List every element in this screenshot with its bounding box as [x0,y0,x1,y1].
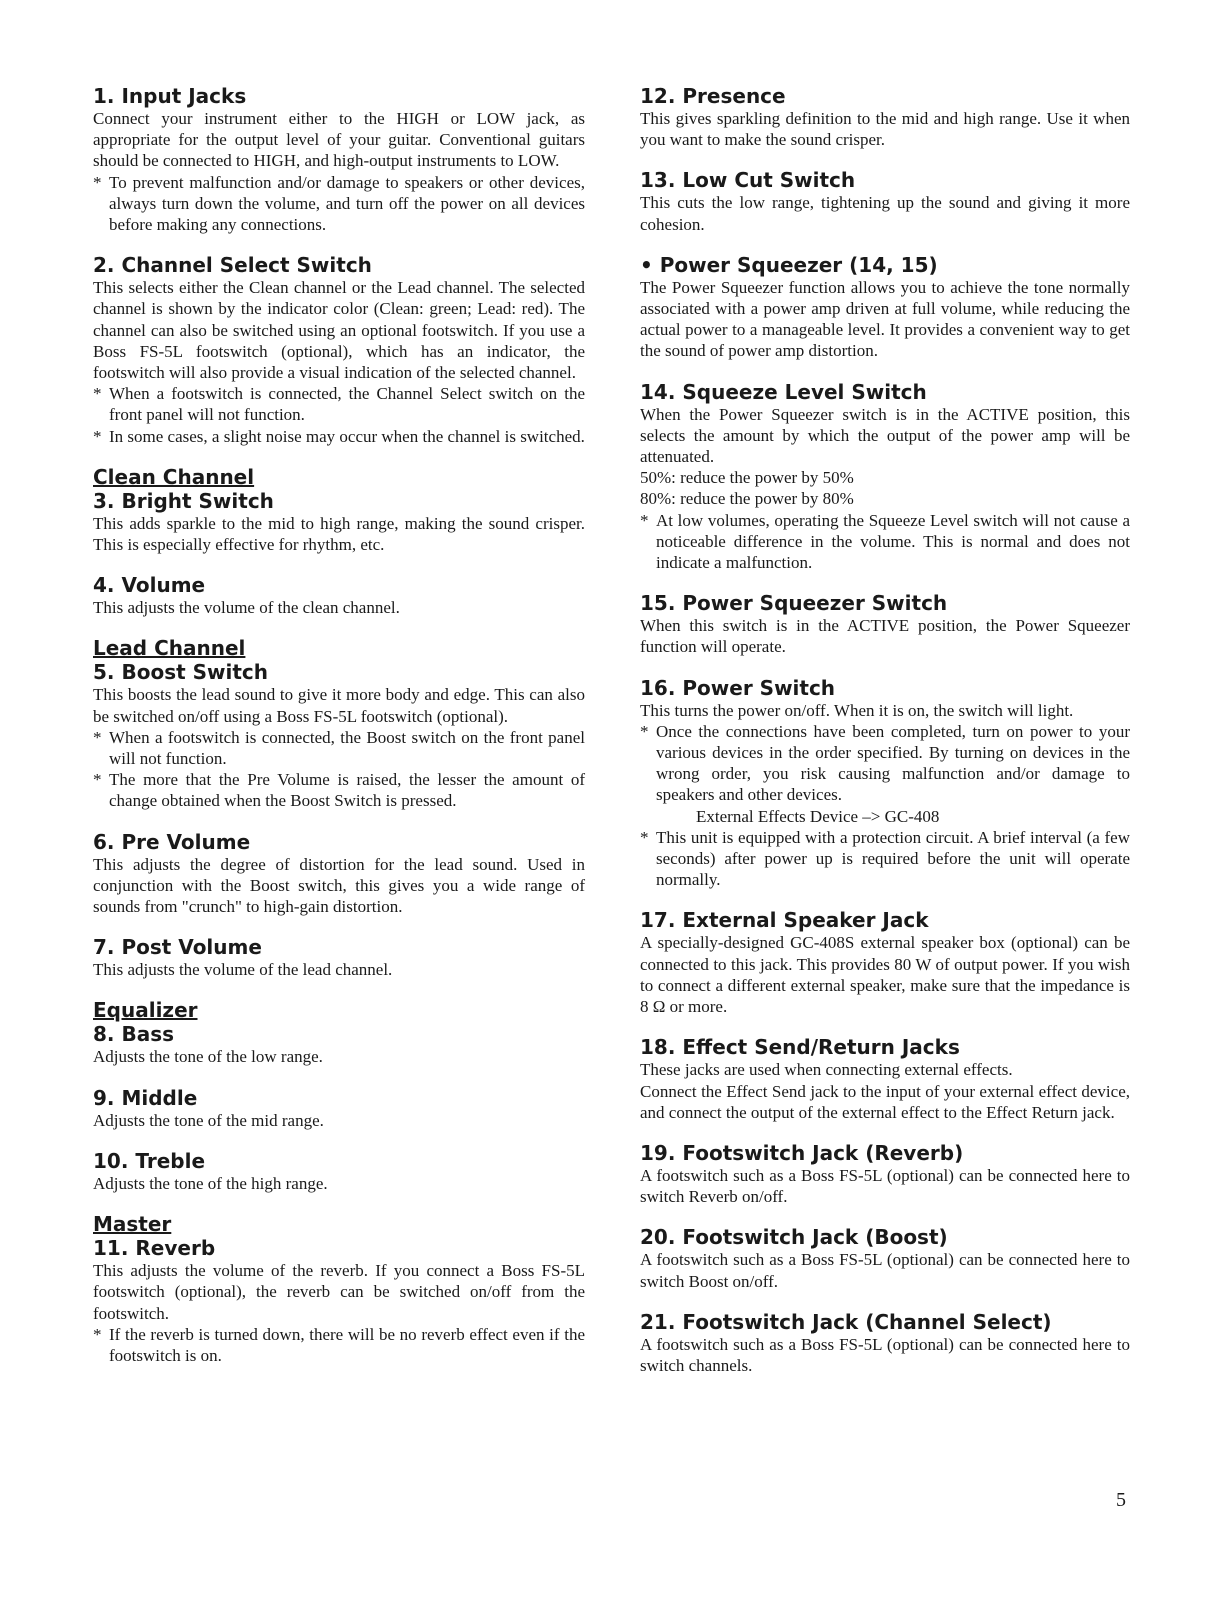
section-footswitch-jack-reverb [640,1141,1130,1207]
note: * When a footswitch is connected, the Boost switch on the front panel will not function. [93,727,585,769]
section-body: When the Power Squeezer switch is in the ACTIVE position, this selects the amount by which the output of the power amp will be attenuated. [640,404,1130,467]
section-body: Connect your instrument either to the HIGH or LOW jack, as appropriate for the output level of your guitar. Conventional guitars should be connected to HIGH, and high-output instruments to LOW. [93,109,585,171]
section-presence [640,84,1130,150]
section-power-squeezer [640,253,1130,362]
note: * To prevent malfunction and/or damage to speakers or other devices, always turn down the volume, and turn off the power on all devices before making any connections. [93,172,585,235]
section-footswitch-jack-channel-select [640,1310,1130,1376]
section-body: Adjusts the tone of the mid range. [93,1110,324,1130]
note: * At low volumes, operating the Squeeze Level switch will not cause a noticeable difference in the volume. This is normal and does not indicate a malfunction. [640,510,1130,573]
right-column [640,84,1130,1394]
section-bright-switch [93,489,585,555]
section-body: This adjusts the volume of the lead channel. [93,960,393,980]
section-body: When this switch is in the ACTIVE position, the Power Squeezer function will operate. [640,616,1130,657]
section-body: Adjusts the tone of the high range. [93,1173,328,1193]
section-heading: 4. Volume [93,573,206,598]
left-column [93,84,585,1384]
note-text: When a footswitch is connected, the Channel Select switch on the front panel will not function. [109,384,585,425]
section-body: A footswitch such as a Boss FS-5L (optional) can be connected here to switch Boost on/off. [640,1250,1130,1291]
section-body: These jacks are used when connecting external effects. [640,1060,1013,1080]
section-heading: 3. Bright Switch [93,488,274,513]
section-heading: 9. Middle [93,1085,198,1110]
note-text: When a footswitch is connected, the Boost switch on the front panel will not function. [109,727,585,769]
note: * When a footswitch is connected, the Channel Select switch on the front panel will not function. [93,384,585,425]
section-low-cut-switch [640,168,1130,234]
section-heading: • Power Squeezer (14, 15) [640,252,938,277]
section-body: This adjusts the volume of the clean channel. [93,598,400,618]
section-heading: 5. Boost Switch [93,660,269,685]
note-text: Once the connections have been completed, turn on power to your various devices in the order specified. By turning on devices in the wrong order, you risk causing malfunction and/or damage to speakers and other devices. [656,721,1130,805]
section-power-squeezer-switch [640,591,1130,657]
group-title-equalizer: Equalizer [93,998,198,1023]
section-bass [93,1022,585,1067]
group-title-clean-channel: Clean Channel [93,464,255,489]
power-on-order: External Effects Device –> GC-408 [696,806,940,826]
setting-line: 50%: reduce the power by 50% [640,468,854,488]
section-heading: 10. Treble [93,1148,206,1173]
section-volume [93,573,585,618]
section-body: A footswitch such as a Boss FS-5L (optional) can be connected here to switch Reverb on/off. [640,1165,1130,1207]
section-external-speaker-jack [640,908,1130,1017]
note: * This unit is equipped with a protection circuit. A brief interval (a few seconds) after power up is required before the unit will operate normally. [640,827,1130,890]
section-heading: 13. Low Cut Switch [640,168,856,193]
group-title-lead-channel: Lead Channel [93,636,246,661]
section-heading: 18. Effect Send/Return Jacks [640,1035,960,1060]
section-channel-select-switch [93,253,585,447]
note: * Once the connections have been completed, turn on power to your various devices in the order specified. By turning on devices in the wrong order, you risk causing malfunction and/or damage to speakers and other devices. [640,721,1130,805]
section-effect-send-return-jacks [640,1035,1130,1123]
section-body: This selects either the Clean channel or the Lead channel. The selected channel is shown by the indicator color (Clean: green; Lead: red). The channel can also be switched using an optional footswitch. If you use a Boss FS-5L footswitch (optional), which has an indicator, the footswitch will also provide a visual indication of the selected channel. [93,278,585,383]
section-heading: 11. Reverb [93,1236,216,1261]
section-power-switch [640,676,1130,891]
section-heading: 16. Power Switch [640,675,836,700]
section-heading: 14. Squeeze Level Switch [640,379,927,404]
section-middle [93,1086,585,1131]
section-body: This turns the power on/off. When it is on, the switch will light. [640,700,1074,720]
section-pre-volume [93,830,585,918]
section-body: Connect the Effect Send jack to the input of your external effect device, and connect the output of the external effect to the Effect Return jack. [640,1081,1130,1122]
section-body: A footswitch such as a Boss FS-5L (optional) can be connected here to switch channels. [640,1334,1130,1375]
setting-line: 80%: reduce the power by 80% [640,489,854,509]
section-heading: 19. Footswitch Jack (Reverb) [640,1140,964,1165]
page-number: 5 [1116,1489,1126,1511]
section-footswitch-jack-boost [640,1225,1130,1291]
note-text: If the reverb is turned down, there will be no reverb effect even if the footswitch is on. [109,1324,585,1365]
note: * The more that the Pre Volume is raised, the lesser the amount of change obtained when the Boost Switch is pressed. [93,770,585,811]
section-boost-switch [93,660,585,811]
group-title-master: Master [93,1212,172,1237]
note-text: At low volumes, operating the Squeeze Level switch will not cause a noticeable difference in the volume. This is normal and does not indicate a malfunction. [656,510,1130,573]
section-heading: 15. Power Squeezer Switch [640,591,948,616]
section-body: The Power Squeezer function allows you to achieve the tone normally associated with a power amp driven at full volume, while reducing the actual power to a manageable level. It provides a convenient way to get the sound of power amp distortion. [640,277,1130,361]
section-heading: 7. Post Volume [93,935,262,960]
section-body: This cuts the low range, tightening up the sound and giving it more cohesion. [640,193,1130,234]
section-body: This gives sparkling definition to the mid and high range. Use it when you want to make the sound crisper. [640,109,1130,150]
section-squeeze-level-switch [640,380,1130,574]
note-text: This unit is equipped with a protection circuit. A brief interval (a few seconds) after power up is required before the unit will operate normally. [656,827,1130,890]
section-input-jacks [93,84,585,235]
section-heading: 12. Presence [640,84,786,108]
note-text: In some cases, a slight noise may occur when the channel is switched. [109,426,585,446]
section-heading: 17. External Speaker Jack [640,908,929,933]
section-heading: 8. Bass [93,1022,175,1047]
section-treble [93,1149,585,1194]
section-body: This adds sparkle to the mid to high range, making the sound crisper. This is especially effective for rhythm, etc. [93,513,585,555]
section-body: A specially-designed GC-408S external speaker box (optional) can be connected to this jack. This provides 80 W of output power. If you wish to connect a different external speaker, make sure that the impedance is 8 Ω or more. [640,933,1130,1017]
section-body: This adjusts the degree of distortion for the lead sound. Used in conjunction with the Boost switch, this gives you a wide range of sounds from "crunch" to high-gain distortion. [93,854,585,917]
section-heading: 20. Footswitch Jack (Boost) [640,1225,948,1250]
note-text: To prevent malfunction and/or damage to speakers or other devices, always turn down the volume, and turn off the power on all devices before making any connections. [109,172,585,235]
note: * In some cases, a slight noise may occur when the channel is switched. [93,426,585,446]
section-body: This boosts the lead sound to give it more body and edge. This can also be switched on/off using a Boss FS-5L footswitch (optional). [93,685,585,726]
section-body: Adjusts the tone of the low range. [93,1047,323,1067]
section-heading: 21. Footswitch Jack (Channel Select) [640,1309,1052,1334]
note-text: The more that the Pre Volume is raised, the lesser the amount of change obtained when the Boost Switch is pressed. [109,770,585,811]
section-reverb [93,1236,585,1366]
section-heading: 6. Pre Volume [93,829,251,854]
section-heading: 2. Channel Select Switch [93,253,372,278]
section-post-volume [93,935,585,980]
note: * If the reverb is turned down, there will be no reverb effect even if the footswitch is on. [93,1324,585,1365]
section-heading: 1. Input Jacks [93,84,247,108]
section-body: This adjusts the volume of the reverb. If you connect a Boss FS-5L footswitch (optional), the reverb can be switched on/off from the footswitch. [93,1261,585,1323]
